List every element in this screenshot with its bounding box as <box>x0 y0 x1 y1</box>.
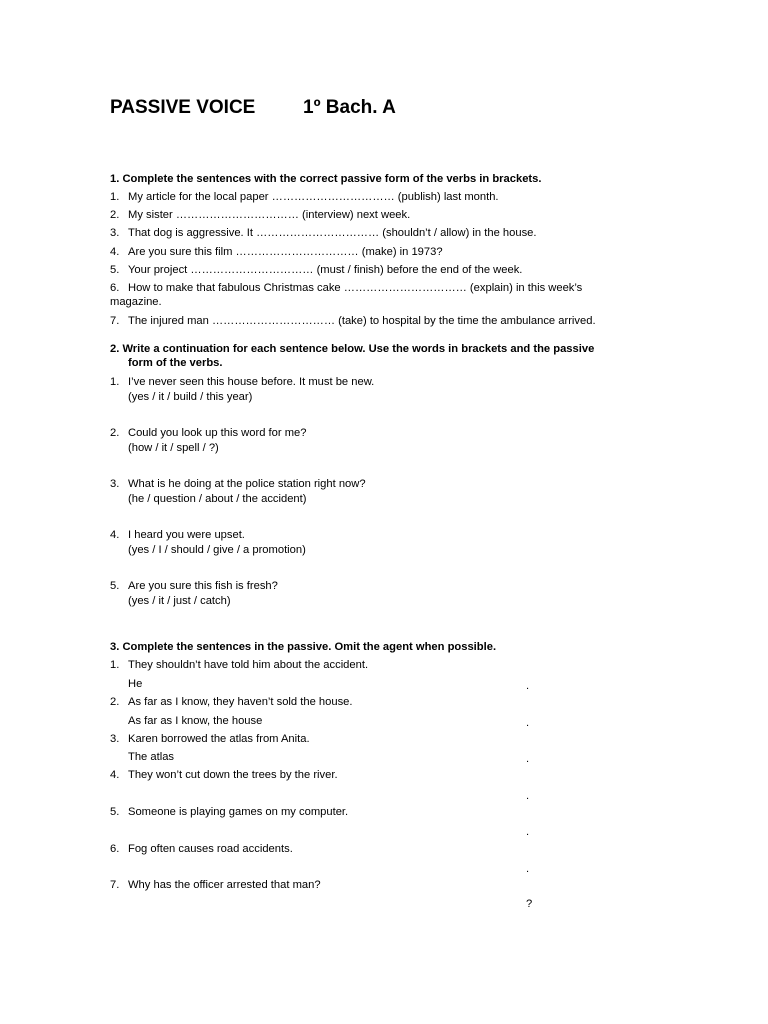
section2-prompt: (he / question / about / the accident) <box>128 493 307 505</box>
section2-prompt: (how / it / spell / ?) <box>128 442 219 454</box>
page-title: PASSIVE VOICE <box>110 97 256 118</box>
section1-heading: 1. Complete the sentences with the correct passive form of the verbs in brackets. <box>110 173 542 185</box>
section2-item <box>110 579 278 593</box>
section2-item <box>110 528 245 542</box>
item-text: Karen borrowed the atlas from Anita. <box>128 733 310 745</box>
item-text: I heard you were upset. <box>128 529 245 541</box>
answer-end-mark: . <box>526 863 530 875</box>
item-text: Could you look up this word for me? <box>128 427 307 439</box>
section3-heading: 3. Complete the sentences in the passive. Omit the agent when possible. <box>110 641 497 653</box>
section2-item <box>110 426 306 440</box>
item-text: Why has the officer arrested that man? <box>128 879 321 891</box>
item-text: What is he doing at the police station right now? <box>128 478 366 490</box>
section2-prompt: (yes / I / should / give / a promotion) <box>128 544 306 556</box>
section3-item <box>110 732 310 746</box>
item-text: Your project …………………………… (must / finish) before the end of the week. <box>128 264 523 276</box>
section3-item <box>110 695 353 709</box>
section2-item <box>110 375 374 389</box>
section2-prompt: (yes / it / just / catch) <box>128 595 231 607</box>
item-number: 2. <box>110 427 120 439</box>
item-number: 2. <box>110 209 120 221</box>
item-text: The injured man …………………………… (take) to hospital by the time the ambulance arrived. <box>128 315 596 327</box>
section2-heading: 2. Write a continuation for each sentence below. Use the words in brackets and the passive <box>110 343 595 355</box>
item-number: 6. <box>110 843 120 855</box>
item-text: I’ve never seen this house before. It must be new. <box>128 376 375 388</box>
section3-item <box>110 658 368 672</box>
answer-end-mark: . <box>526 753 530 765</box>
item-text: How to make that fabulous Christmas cake …………………………… (explain) in this week’s <box>128 282 583 294</box>
class-label: 1º Bach. A <box>303 97 396 118</box>
answer-end-mark: ? <box>526 898 533 910</box>
section1-item <box>110 245 443 259</box>
answer-start: The atlas <box>128 751 175 763</box>
item-number: 3. <box>110 478 120 490</box>
item-text: They won’t cut down the trees by the river. <box>128 769 338 781</box>
answer-end-mark: . <box>526 717 530 729</box>
item-text: My article for the local paper …………………………… (publish) last month. <box>128 191 499 203</box>
section3-item <box>110 842 293 856</box>
section3-item <box>110 768 338 782</box>
item-number: 4. <box>110 529 120 541</box>
answer-start: As far as I know, the house <box>128 715 263 727</box>
answer-end-mark: . <box>526 790 530 802</box>
item-number: 6. <box>110 282 120 294</box>
item-number: 2. <box>110 696 120 708</box>
section3-item <box>110 878 321 892</box>
item-number: 5. <box>110 264 120 276</box>
item-text: As far as I know, they haven’t sold the house. <box>128 696 353 708</box>
item-number: 3. <box>110 227 120 239</box>
section1-item <box>110 190 499 204</box>
section1-item-continuation: magazine. <box>110 296 162 308</box>
section3-item <box>110 805 348 819</box>
section1-item <box>110 226 537 240</box>
section2-heading-cont: form of the verbs. <box>128 357 223 369</box>
item-text: Are you sure this fish is fresh? <box>128 580 278 592</box>
item-number: 5. <box>110 580 120 592</box>
item-text: Fog often causes road accidents. <box>128 843 293 855</box>
item-number: 1. <box>110 376 120 388</box>
item-number: 1. <box>110 191 120 203</box>
answer-end-mark: . <box>526 680 530 692</box>
item-text: My sister …………………………… (interview) next week. <box>128 209 411 221</box>
item-number: 1. <box>110 659 120 671</box>
item-text: Someone is playing games on my computer. <box>128 806 349 818</box>
section2-item <box>110 477 366 491</box>
item-number: 4. <box>110 769 120 781</box>
item-text: Are you sure this film …………………………… (make) in 1973? <box>128 246 443 258</box>
answer-start: He <box>128 678 143 690</box>
item-text: They shouldn’t have told him about the accident. <box>128 659 369 671</box>
section1-item <box>110 314 596 328</box>
section1-item <box>110 263 522 277</box>
item-text: That dog is aggressive. It …………………………… (shouldn’t / allow) in the house. <box>128 227 537 239</box>
worksheet-page <box>110 0 670 1024</box>
item-number: 4. <box>110 246 120 258</box>
item-number: 5. <box>110 806 120 818</box>
item-number: 3. <box>110 733 120 745</box>
section2-prompt: (yes / it / build / this year) <box>128 391 253 403</box>
section1-item <box>110 281 582 295</box>
answer-end-mark: . <box>526 826 530 838</box>
item-number: 7. <box>110 315 120 327</box>
item-number: 7. <box>110 879 120 891</box>
section1-item <box>110 208 410 222</box>
